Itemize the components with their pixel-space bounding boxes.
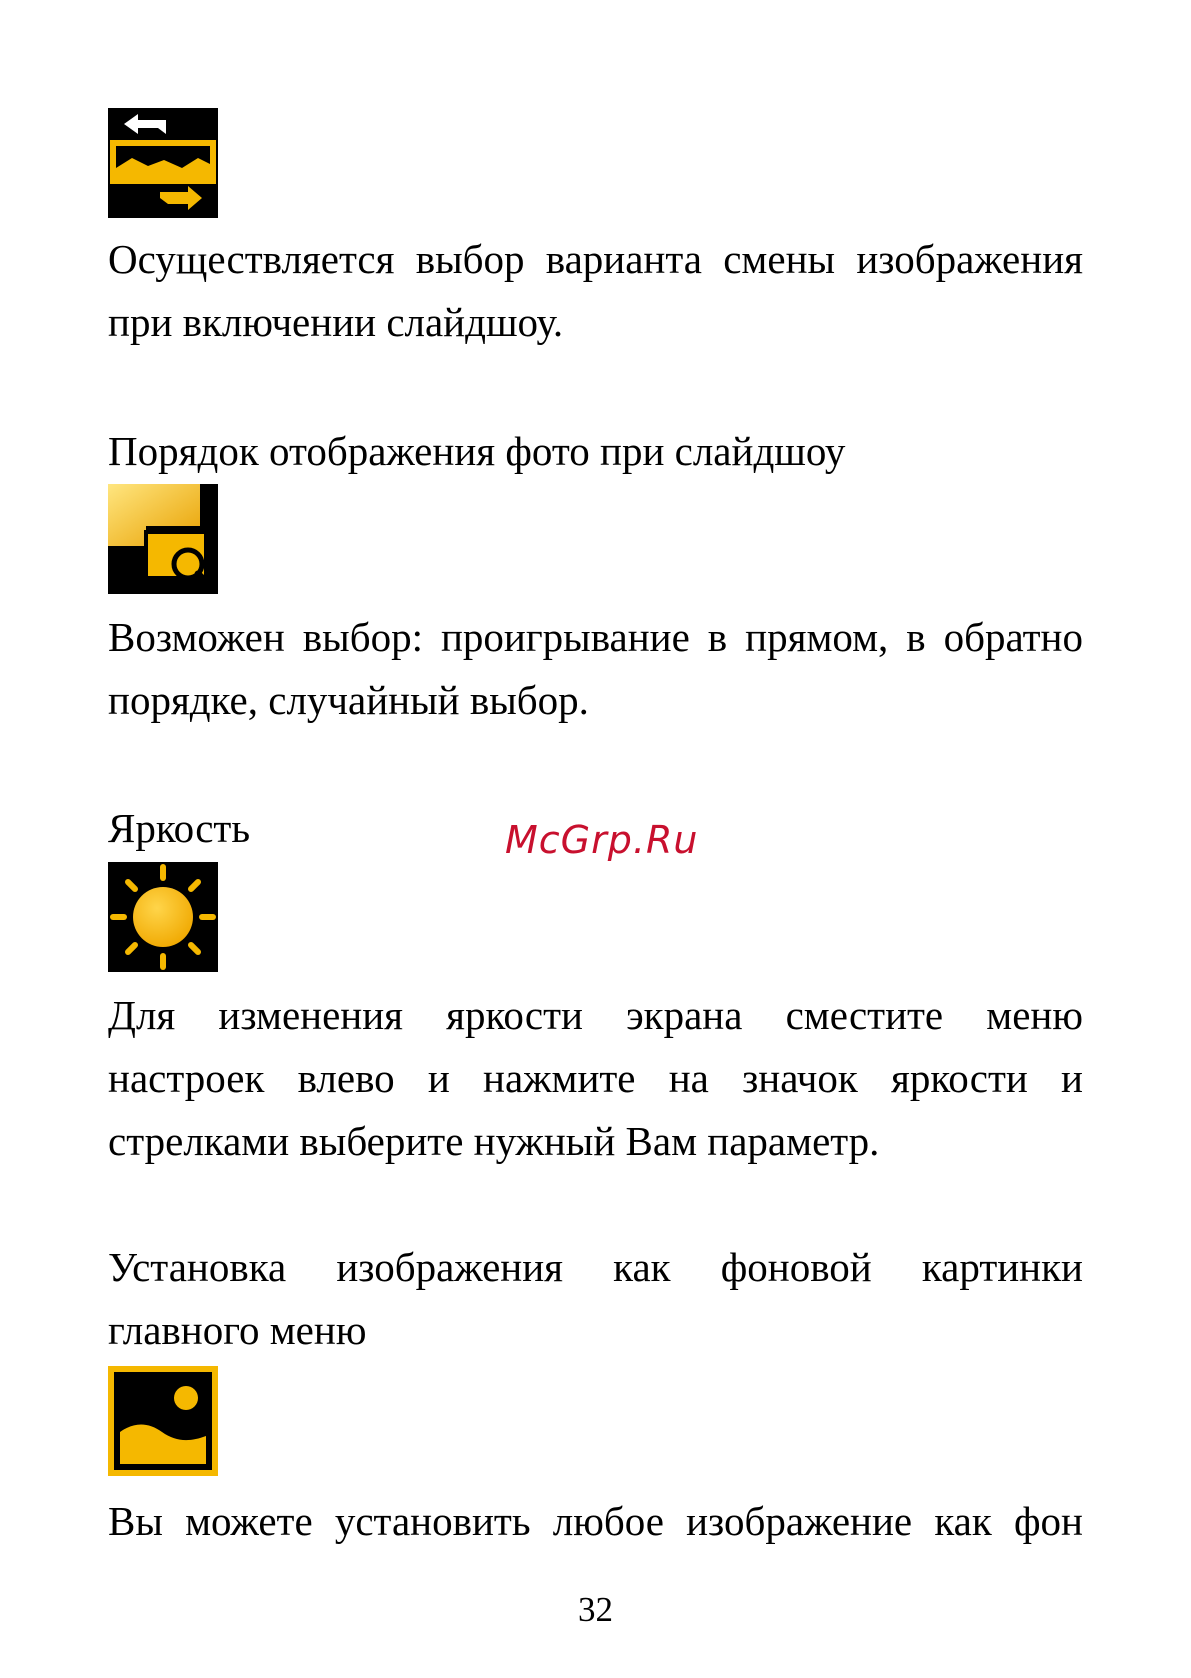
heading-slideshow-order: Порядок отображения фото при слайдшоу [108, 428, 846, 474]
slideshow-transition-icon [108, 108, 218, 218]
wallpaper-image-icon [108, 1366, 218, 1476]
heading-brightness: Яркость [108, 805, 251, 851]
paragraph-1-line-1: Осуществляется выбор варианта смены изображения [108, 236, 1083, 282]
paragraph-1-line-2: при включении слайдшоу. [108, 299, 564, 345]
heading-wallpaper-line-1: Установка изображения как фоновой картинки [108, 1244, 1083, 1290]
paragraph-2-line-2: порядке, случайный выбор. [108, 677, 589, 723]
slideshow-order-icon [108, 484, 218, 594]
paragraph-3-line-2: настроек влево и нажмите на значок яркости и [108, 1055, 1083, 1101]
paragraph-3-line-3: стрелками выберите нужный Вам параметр. [108, 1118, 880, 1164]
paragraph-4-line-1: Вы можете установить любое изображение как фон [108, 1498, 1083, 1544]
heading-wallpaper-line-2: главного меню [108, 1307, 367, 1353]
brightness-icon [108, 862, 218, 972]
paragraph-3-line-1: Для изменения яркости экрана сместите меню [108, 992, 1083, 1038]
paragraph-2-line-1: Возможен выбор: проигрывание в прямом, в обратно [108, 614, 1083, 660]
page-number: 32 [578, 1590, 613, 1629]
watermark: McGrp.Ru [505, 818, 699, 862]
